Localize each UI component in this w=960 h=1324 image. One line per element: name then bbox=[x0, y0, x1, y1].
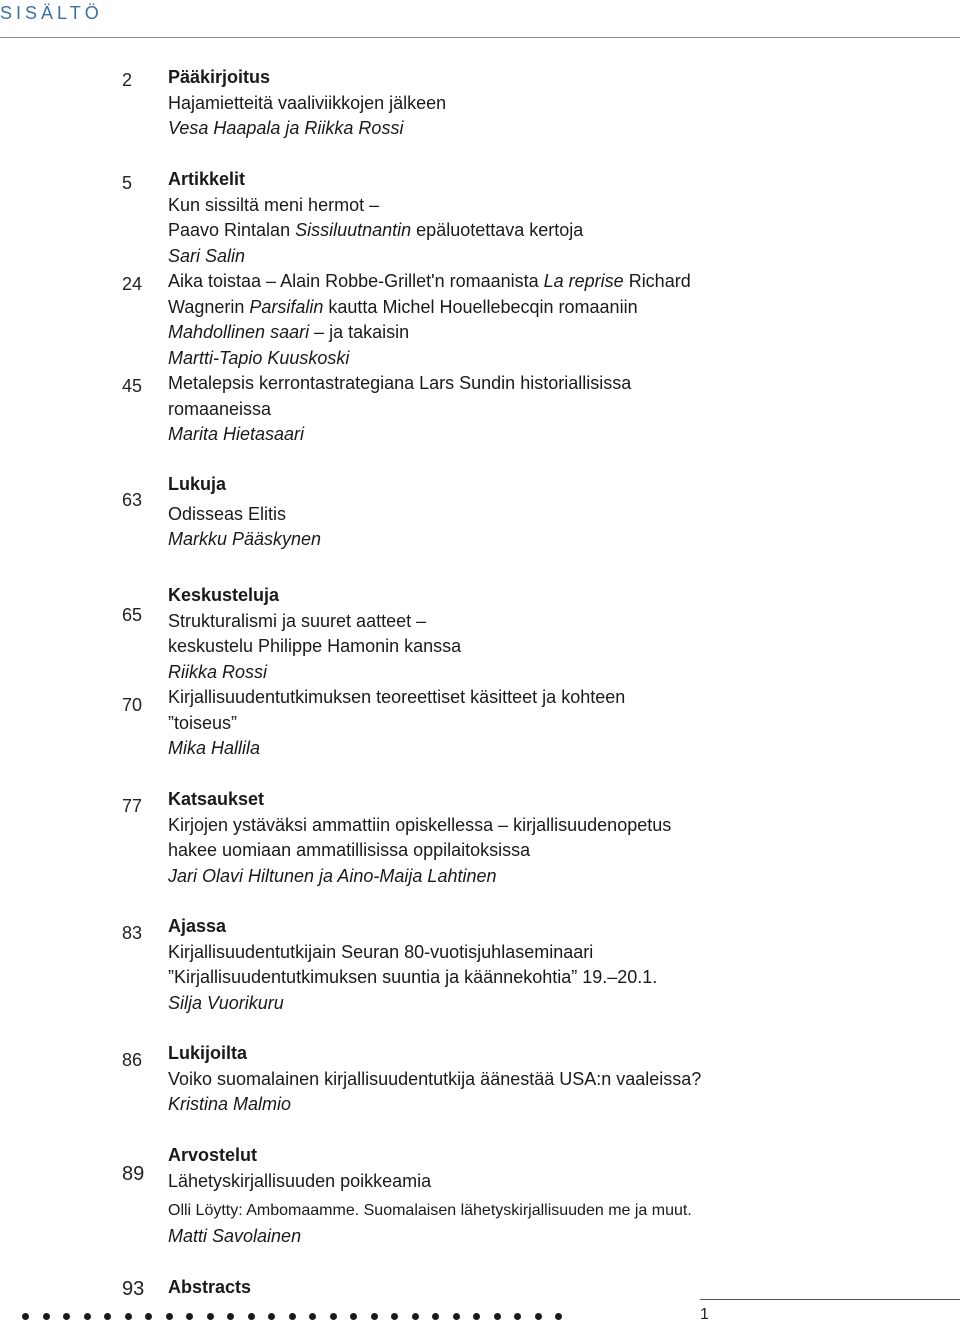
page-number: 86 bbox=[122, 1050, 143, 1070]
page-number: 77 bbox=[122, 796, 143, 816]
article-title: Lähetyskirjallisuuden poikkeamia bbox=[168, 1170, 432, 1191]
article-author: Matti Savolainen bbox=[168, 1225, 302, 1246]
article-title: Strukturalismi ja suuret aatteet – bbox=[168, 610, 427, 631]
page-number: 83 bbox=[122, 923, 143, 943]
page-number: 63 bbox=[122, 490, 143, 510]
section-title: Abstracts bbox=[168, 1277, 252, 1297]
section-title: Keskusteluja bbox=[168, 585, 280, 605]
article-author: Kristina Malmio bbox=[168, 1094, 292, 1114]
section-title: Lukijoilta bbox=[168, 1043, 248, 1063]
article-title: keskustelu Philippe Hamonin kanssa bbox=[168, 636, 462, 656]
article-title: Kirjojen ystäväksi ammattiin opiskellessa – kirjallisuudenopetus bbox=[168, 814, 672, 835]
article-author: Jari Olavi Hiltunen ja Aino-Maija Lahtinen bbox=[168, 865, 497, 886]
section-title: Lukuja bbox=[168, 474, 227, 494]
article-title: romaaneissa bbox=[168, 398, 272, 419]
toc-section-katsaukset bbox=[168, 787, 908, 889]
toc-section-paakirjoitus bbox=[168, 65, 908, 142]
article-title: Wagnerin Parsifalin kautta Michel Houellebecqin romaaniin bbox=[168, 296, 638, 317]
article-author: Silja Vuorikuru bbox=[168, 992, 284, 1013]
review-subject: Olli Löytty: Ambomaamme. Suomalaisen lähetyskirjallisuuden me ja muut. bbox=[168, 1202, 692, 1219]
article-title: Voiko suomalainen kirjallisuudentutkija äänestää USA:n vaaleissa? bbox=[168, 1068, 702, 1089]
article-author: Sari Salin bbox=[168, 245, 246, 266]
page-number: 93 bbox=[122, 1278, 145, 1300]
page-header-title: SISÄLTÖ bbox=[0, 3, 103, 23]
toc-section-lukuja bbox=[168, 472, 908, 553]
page-number: 5 bbox=[122, 173, 133, 193]
article-author: Vesa Haapala ja Riikka Rossi bbox=[168, 118, 404, 138]
footer-dot-row bbox=[22, 1311, 562, 1321]
page-number: 2 bbox=[122, 70, 133, 90]
toc-section-lukijoilta bbox=[168, 1041, 908, 1118]
article-title: ”Kirjallisuudentutkimuksen suuntia ja käännekohtia” 19.–20.1. bbox=[168, 967, 658, 987]
article-title: hakee uomiaan ammatillisissa oppilaitoksissa bbox=[168, 840, 531, 860]
page-number: 89 bbox=[122, 1163, 145, 1185]
article-title: Mahdollinen saari – ja takaisin bbox=[168, 322, 410, 342]
page-number: 45 bbox=[122, 376, 143, 396]
toc-section-arvostelut bbox=[168, 1143, 908, 1249]
section-title: Katsaukset bbox=[168, 789, 265, 809]
page-number: 65 bbox=[122, 605, 143, 625]
article-title: Hajamietteitä vaaliviikkojen jälkeen bbox=[168, 92, 447, 113]
article-author: Martti-Tapio Kuuskoski bbox=[168, 347, 350, 368]
section-title: Ajassa bbox=[168, 916, 227, 936]
section-title: Arvostelut bbox=[168, 1145, 258, 1165]
page-number: 24 bbox=[122, 274, 143, 294]
article-author: Mika Hallila bbox=[168, 738, 261, 758]
header-rule bbox=[0, 37, 960, 38]
toc-section-keskusteluja bbox=[168, 583, 908, 762]
article-author: Markku Pääskynen bbox=[168, 529, 322, 549]
toc-section-abstracts bbox=[168, 1275, 908, 1301]
article-title: Odisseas Elitis bbox=[168, 503, 287, 524]
section-title: Artikkelit bbox=[168, 169, 246, 189]
article-title: Paavo Rintalan Sissiluutnantin epäluotettava kertoja bbox=[168, 220, 584, 240]
footer-page-number: 1 bbox=[700, 1306, 709, 1323]
article-title: Aika toistaa – Alain Robbe-Grillet'n romaanista La reprise Richard bbox=[168, 271, 691, 291]
article-title: ”toiseus” bbox=[168, 712, 238, 733]
page-number: 70 bbox=[122, 695, 143, 715]
article-title: Metalepsis kerrontastrategiana Lars Sundin historiallisissa bbox=[168, 373, 632, 393]
toc-section-artikkelit bbox=[168, 167, 908, 448]
article-title: Kirjallisuudentutkijain Seuran 80-vuotisjuhlaseminaari bbox=[168, 941, 594, 962]
toc-section-ajassa bbox=[168, 914, 908, 1016]
footer-rule bbox=[700, 1299, 960, 1300]
article-author: Marita Hietasaari bbox=[168, 424, 305, 444]
article-author: Riikka Rossi bbox=[168, 661, 268, 682]
section-title: Pääkirjoitus bbox=[168, 67, 271, 87]
article-title: Kirjallisuudentutkimuksen teoreettiset käsitteet ja kohteen bbox=[168, 687, 626, 707]
article-title: Kun sissiltä meni hermot – bbox=[168, 194, 380, 215]
